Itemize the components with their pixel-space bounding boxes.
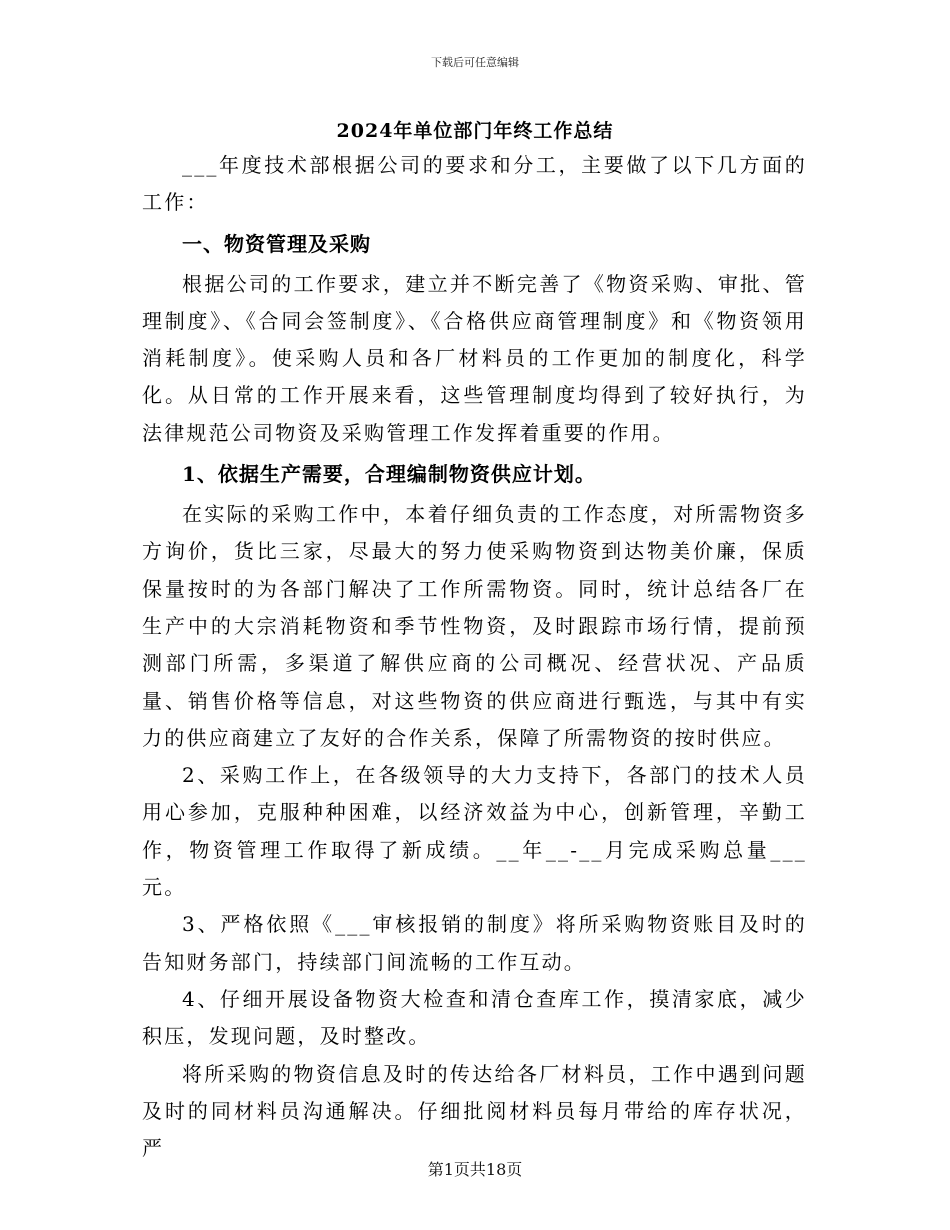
page-header: 下载后可任意编辑 [431, 56, 519, 69]
page-number: 第1页共18页 [427, 1160, 523, 1179]
body-paragraph: 将所采购的物资信息及时的传达给各厂材料员，工作中遇到问题及时的同材料员沟通解决。仔细批阅材料员每月带给的库存状况，严 [142, 1061, 807, 1161]
body-paragraph: 在实际的采购工作中，本着仔细负责的工作态度，对所需物资多方询价，货比三家，尽最大的努力使采购物资到达物美价廉，保质保量按时的为各部门解决了工作所需物资。同时，统计总结各厂在生产中的大宗消耗物资和季节性物资，及时跟踪市场行情，提前预测部门所需，多渠道了解供应商的公司概况、经营状况、产品质量、销售价格等信息，对这些物资的供应商进行甄选，与其中有实力的供应商建立了友好的合作关系，保障了所需物资的按时供应。 [142, 502, 807, 750]
document-body [142, 147, 807, 1167]
intro-paragraph: ___年度技术部根据公司的要求和分工，主要做了以下几方面的工作： [142, 153, 807, 215]
body-paragraph: 4、仔细开展设备物资大检查和清仓查库工作，摸清家底，减少积压，发现问题，及时整改。 [142, 986, 807, 1049]
subsection-heading-1: 1、依据生产需要，合理编制物资供应计划。 [182, 462, 596, 487]
document-title: 2024年单位部门年终工作总结 [336, 120, 614, 142]
body-paragraph: 根据公司的工作要求，建立并不断完善了《物资采购、审批、管理制度》、《合同会签制度》、《合格供应商管理制度》和《物资领用消耗制度》。使采购人员和各厂材料员的工作更加的制度化，科学化。从日常的工作开展来看，这些管理制度均得到了较好执行，为法律规范公司物资及采购管理工作发挥着重要的作用。 [142, 271, 807, 445]
section-heading-1: 一、物资管理及采购 [182, 231, 371, 256]
body-paragraph: 3、严格依照《___审核报销的制度》将所采购物资账目及时的告知财务部门，持续部门间流畅的工作互动。 [142, 912, 807, 974]
body-paragraph: 2、采购工作上，在各级领导的大力支持下，各部门的技术人员用心参加，克服种种困难，以经济效益为中心，创新管理，辛勤工作，物资管理工作取得了新成绩。__年__-__月完成采购总量___元。 [142, 763, 807, 900]
